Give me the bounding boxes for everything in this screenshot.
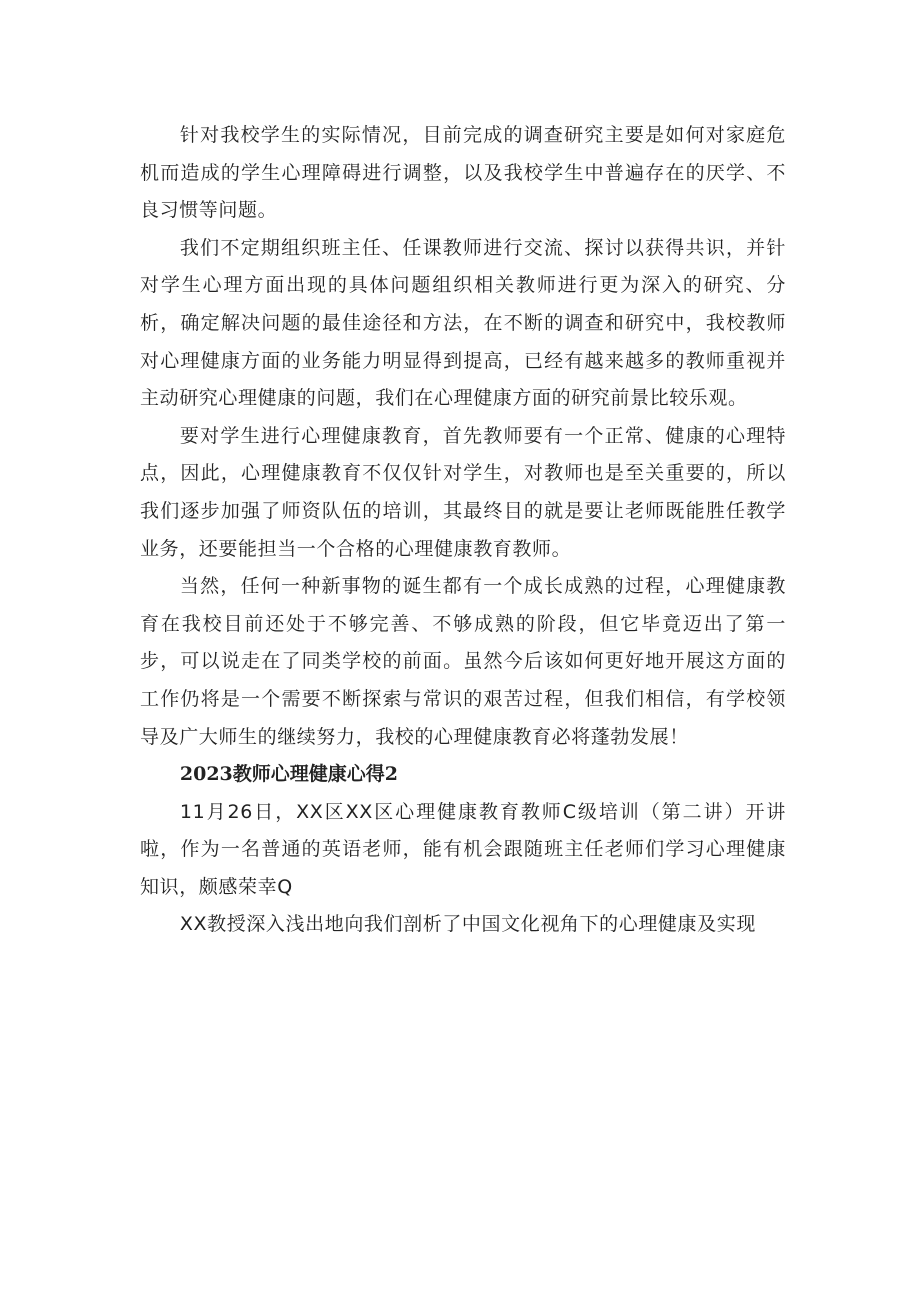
document-body (140, 117, 786, 944)
paragraph-training-session: 11月26日，XX区XX区心理健康教育教师C级培训（第二讲）开讲啦，作为一名普通的英语老师，能有机会跟随班主任老师们学习心理健康知识，颇感荣幸Q (140, 800, 786, 898)
paragraph-survey-research: 针对我校学生的实际情况，目前完成的调查研究主要是如何对家庭危机而造成的学生心理障碍进行调整，以及我校学生中普遍存在的厌学、不良习惯等问题。 (140, 124, 786, 222)
section-heading: 2023教师心理健康心得2 (179, 763, 398, 786)
paragraph-conclusion: 当然，任何一种新事物的诞生都有一个成长成熟的过程，心理健康教育在我校目前还处于不够完善、不够成熟的阶段，但它毕竟迈出了第一步，可以说走在了同类学校的前面。虽然今后该如何更好地开展这方面的工作仍将是一个需要不断探索与常识的艰苦过程，但我们相信，有学校领导及广大师生的继续努力，我校的心理健康教育必将蓬勃发展！ (140, 575, 786, 748)
paragraph-professor-lecture: XX教授深入浅出地向我们剖析了中国文化视角下的心理健康及实现 (179, 913, 756, 936)
paragraph-teacher-training: 要对学生进行心理健康教育，首先教师要有一个正常、健康的心理特点，因此，心理健康教育不仅仅针对学生，对教师也是至关重要的，所以我们逐步加强了师资队伍的培训，其最终目的就是要让老师既能胜任教学业务，还要能担当一个合格的心理健康教育教师。 (140, 424, 786, 560)
paragraph-teacher-exchange: 我们不定期组织班主任、任课教师进行交流、探讨以获得共识，并针对学生心理方面出现的具体问题组织相关教师进行更为深入的研究、分析，确定解决问题的最佳途径和方法，在不断的调查和研究中，我校教师对心理健康方面的业务能力明显得到提高，已经有越来越多的教师重视并主动研究心理健康的问题，我们在心理健康方面的研究前景比较乐观。 (140, 236, 786, 410)
